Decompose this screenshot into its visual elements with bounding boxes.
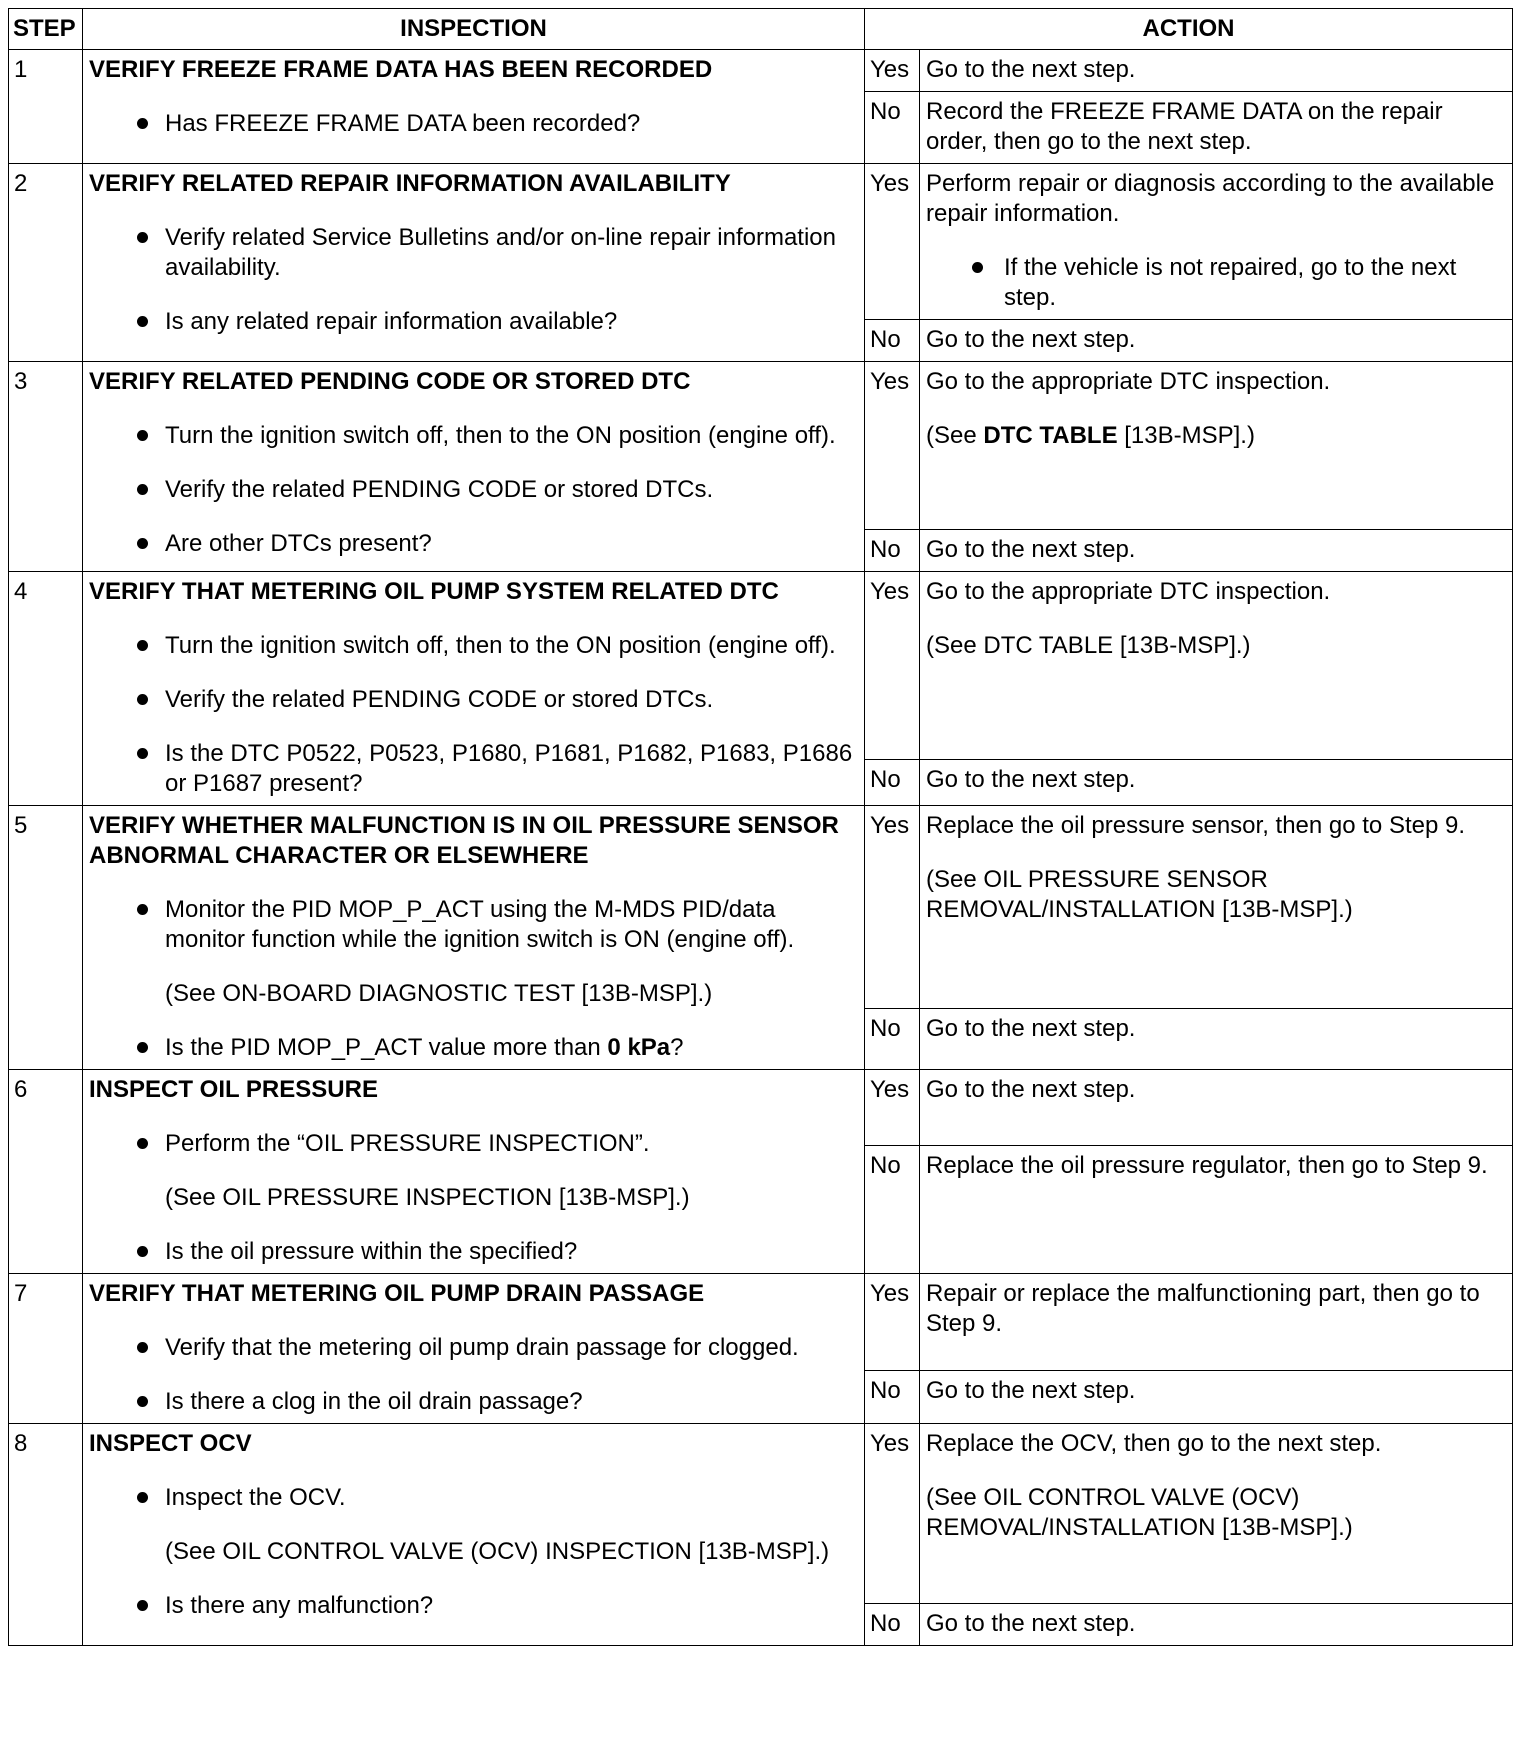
yes-label: Yes [865, 806, 920, 1009]
step-5-yes-row [9, 806, 1513, 1009]
note-reference: DTC TABLE [983, 422, 1118, 449]
no-action: Go to the next step. [920, 320, 1513, 362]
no-action: Replace the oil pressure regulator, then go to Step 9. [920, 1146, 1513, 1274]
step-number: 4 [9, 572, 83, 806]
step-inspection [83, 50, 865, 164]
step-title: VERIFY FREEZE FRAME DATA HAS BEEN RECORDED [89, 56, 713, 83]
yes-action-note: (See DTC TABLE [13B-MSP].) [926, 632, 1251, 659]
step-number: 7 [9, 1274, 83, 1424]
no-label: No [865, 1146, 920, 1274]
step-inspection [83, 164, 865, 362]
step-inspection [83, 362, 865, 572]
yes-label: Yes [865, 1274, 920, 1371]
yes-action-cell [920, 1424, 1513, 1604]
step-number: 5 [9, 806, 83, 1070]
inspection-bullet: Is the oil pressure within the specified? [89, 1237, 858, 1267]
yes-label: Yes [865, 362, 920, 530]
no-action: Go to the next step. [920, 1371, 1513, 1424]
inspection-bullet: Is there any malfunction? [89, 1591, 858, 1621]
yes-action-cell [920, 806, 1513, 1009]
header-row [9, 9, 1513, 50]
step-number: 1 [9, 50, 83, 164]
no-label: No [865, 760, 920, 806]
step-title: VERIFY RELATED PENDING CODE OR STORED DTC [89, 368, 691, 395]
diagnostic-table [8, 8, 1513, 1646]
yes-action-cell [920, 362, 1513, 530]
yes-action: Repair or replace the malfunctioning part, then go to Step 9. [920, 1274, 1513, 1371]
step-title: INSPECT OIL PRESSURE [89, 1076, 378, 1103]
yes-action: Go to the appropriate DTC inspection. [926, 368, 1331, 395]
note-suffix: [13B-MSP].) [1117, 422, 1255, 449]
step-8-yes-row [9, 1424, 1513, 1604]
step-number: 2 [9, 164, 83, 362]
step-6-yes-row [9, 1070, 1513, 1146]
yes-action: Go to the next step. [920, 50, 1513, 92]
step-3-yes-row [9, 362, 1513, 530]
no-label: No [865, 530, 920, 572]
step-inspection [83, 572, 865, 806]
bullet-text: Is the PID MOP_P_ACT value more than [165, 1034, 608, 1061]
yes-label: Yes [865, 1424, 920, 1604]
inspection-bullet: Is any related repair information available? [89, 307, 858, 337]
no-action: Go to the next step. [920, 1009, 1513, 1070]
yes-action-note: (See OIL CONTROL VALVE (OCV) REMOVAL/INSTALLATION [13B-MSP].) [926, 1484, 1353, 1541]
inspection-header: INSPECTION [83, 9, 865, 50]
step-header: STEP [9, 9, 83, 50]
step-inspection [83, 1274, 865, 1424]
no-label: No [865, 1604, 920, 1646]
yes-action: Perform repair or diagnosis according to the available repair information. [926, 170, 1495, 227]
no-label: No [865, 1009, 920, 1070]
inspection-bullet: Verify that the metering oil pump drain passage for clogged. [89, 1333, 858, 1363]
inspection-bullet: Turn the ignition switch off, then to the ON position (engine off). [89, 421, 858, 451]
inspection-bullet: Verify the related PENDING CODE or stored DTCs. [89, 685, 858, 715]
step-title: INSPECT OCV [89, 1430, 252, 1457]
inspection-bullet: Inspect the OCV. [89, 1483, 858, 1513]
yes-action: Go to the appropriate DTC inspection. [926, 578, 1331, 605]
yes-action-cell [920, 572, 1513, 760]
yes-label: Yes [865, 164, 920, 320]
step-4-yes-row [9, 572, 1513, 760]
inspection-bullet: Turn the ignition switch off, then to the ON position (engine off). [89, 631, 858, 661]
step-number: 6 [9, 1070, 83, 1274]
no-action: Record the FREEZE FRAME DATA on the repair order, then go to the next step. [920, 92, 1513, 164]
spec-value: 0 kPa [607, 1034, 671, 1061]
inspection-note: (See OIL CONTROL VALVE (OCV) INSPECTION [13B-MSP].) [165, 1538, 830, 1565]
no-label: No [865, 1371, 920, 1424]
no-action: Go to the next step. [920, 1604, 1513, 1646]
inspection-bullet: Monitor the PID MOP_P_ACT using the M-MDS PID/data monitor function while the ignition switch is ON (engine off). [89, 895, 858, 955]
yes-label: Yes [865, 572, 920, 760]
no-label: No [865, 92, 920, 164]
yes-label: Yes [865, 50, 920, 92]
no-label: No [865, 320, 920, 362]
inspection-bullet: Has FREEZE FRAME DATA been recorded? [89, 109, 858, 139]
yes-action-cell [920, 164, 1513, 320]
yes-action: Replace the oil pressure sensor, then go to Step 9. [926, 812, 1466, 839]
step-number: 3 [9, 362, 83, 572]
inspection-bullet: Is there a clog in the oil drain passage? [89, 1387, 858, 1417]
inspection-bullet: Perform the “OIL PRESSURE INSPECTION”. [89, 1129, 858, 1159]
step-7-yes-row [9, 1274, 1513, 1371]
step-title: VERIFY THAT METERING OIL PUMP SYSTEM RELATED DTC [89, 578, 779, 605]
note-prefix: (See [926, 422, 984, 449]
yes-label: Yes [865, 1070, 920, 1146]
no-action: Go to the next step. [920, 760, 1513, 806]
inspection-note: (See ON-BOARD DIAGNOSTIC TEST [13B-MSP].) [165, 980, 713, 1007]
action-sub-bullet: If the vehicle is not repaired, go to the next step. [926, 253, 1506, 313]
yes-action-note: (See OIL PRESSURE SENSOR REMOVAL/INSTALLATION [13B-MSP].) [926, 866, 1353, 923]
step-inspection [83, 1424, 865, 1646]
step-2-yes-row [9, 164, 1513, 320]
action-header: ACTION [865, 9, 1513, 50]
step-inspection [83, 1070, 865, 1274]
inspection-note: (See OIL PRESSURE INSPECTION [13B-MSP].) [165, 1184, 690, 1211]
yes-action-note [926, 421, 1506, 451]
step-title: VERIFY WHETHER MALFUNCTION IS IN OIL PRESSURE SENSOR ABNORMAL CHARACTER OR ELSEWHERE [89, 812, 839, 869]
diagnostic-procedure-document [8, 8, 1512, 1646]
step-inspection [83, 806, 865, 1070]
step-title: VERIFY RELATED REPAIR INFORMATION AVAILABILITY [89, 170, 731, 197]
inspection-bullet: Verify the related PENDING CODE or stored DTCs. [89, 475, 858, 505]
step-number: 8 [9, 1424, 83, 1646]
yes-action: Go to the next step. [920, 1070, 1513, 1146]
yes-action: Replace the OCV, then go to the next step. [926, 1430, 1382, 1457]
inspection-bullet [89, 1033, 858, 1063]
inspection-bullet: Verify related Service Bulletins and/or on-line repair information availability. [89, 223, 858, 283]
inspection-bullet: Are other DTCs present? [89, 529, 858, 559]
step-1-yes-row [9, 50, 1513, 92]
inspection-bullet: Is the DTC P0522, P0523, P1680, P1681, P1682, P1683, P1686 or P1687 present? [89, 739, 858, 799]
bullet-suffix: ? [670, 1034, 684, 1061]
no-action: Go to the next step. [920, 530, 1513, 572]
step-title: VERIFY THAT METERING OIL PUMP DRAIN PASSAGE [89, 1280, 705, 1307]
